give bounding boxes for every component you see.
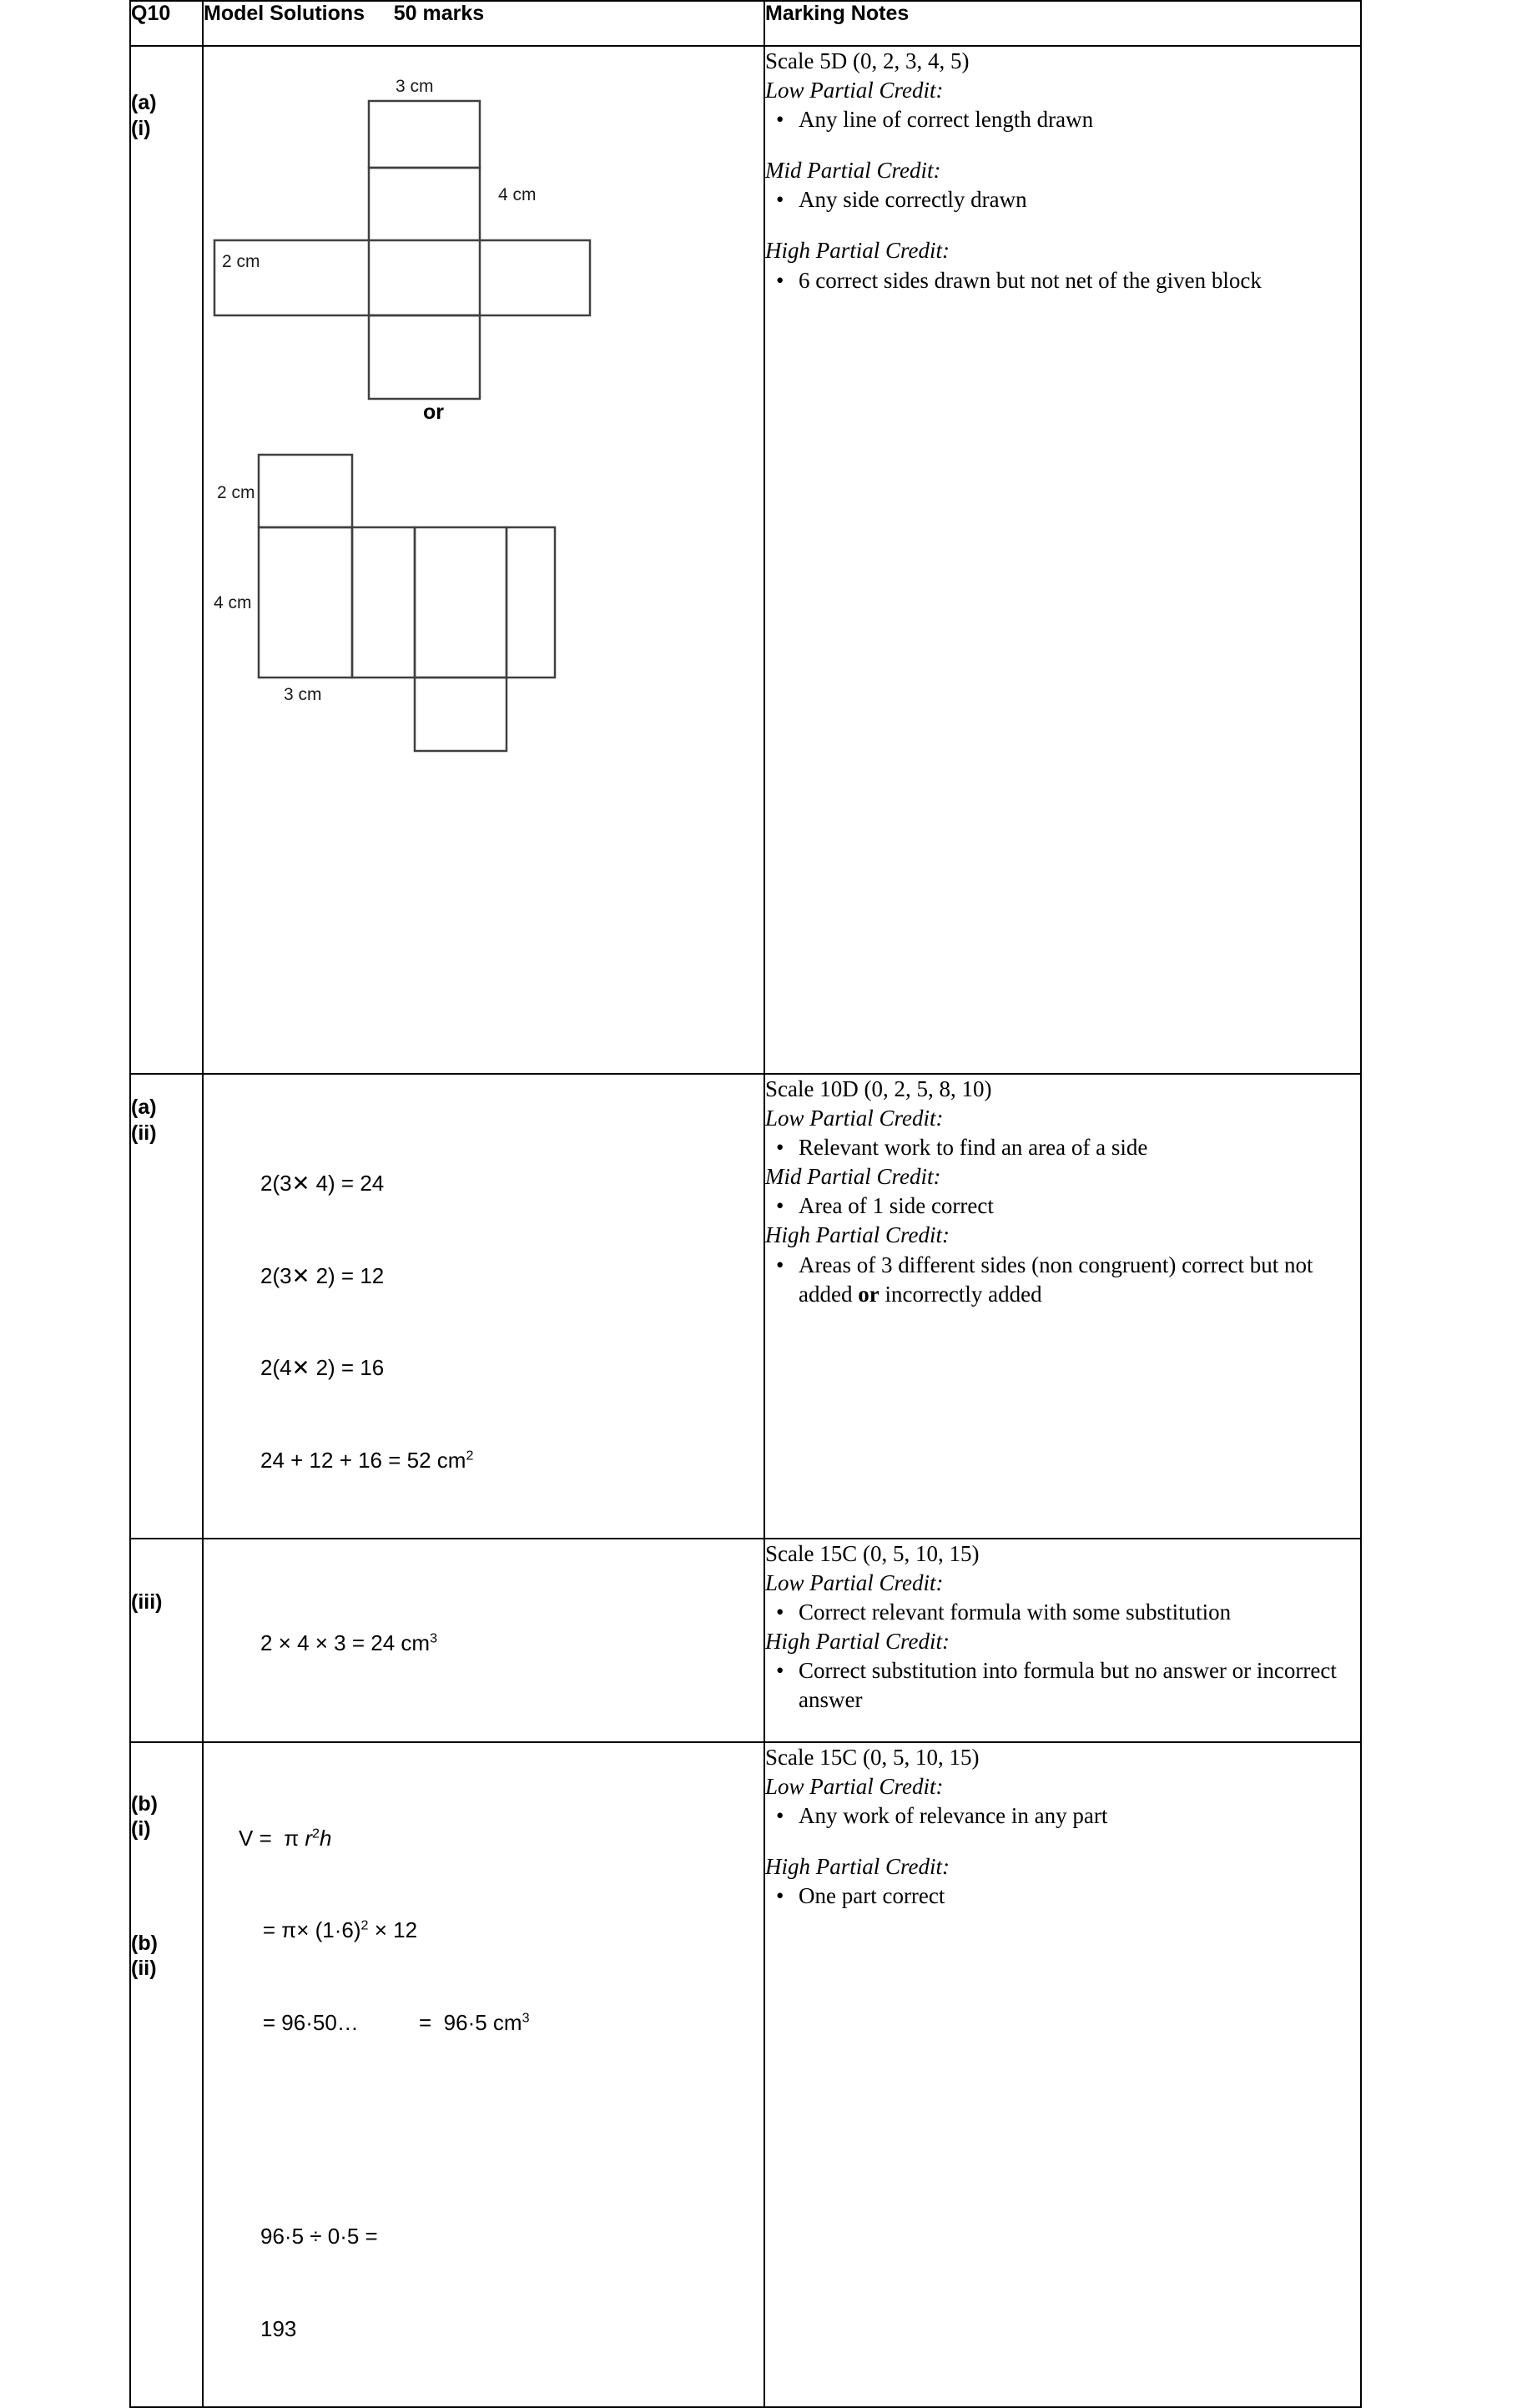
header-model-solutions: Model Solutions 50 marks	[203, 1, 764, 46]
credit-list	[765, 1191, 1360, 1221]
list-item: • Area of 1 side correct	[799, 1191, 1360, 1221]
scale-text: Scale 5D (0, 2, 3, 4, 5)	[765, 48, 970, 73]
table-header-row	[130, 1, 1361, 46]
net2-dim-label-2cm: 2 cm	[217, 483, 255, 502]
credit-list	[765, 1882, 1360, 1911]
solution-cell-a-ii	[203, 1074, 764, 1539]
list-item: • Correct relevant formula with some substitution	[799, 1598, 1360, 1627]
row-label-a-ii	[130, 1074, 203, 1539]
row-label-a-i	[130, 46, 203, 1074]
row-label-b-ii	[131, 1842, 202, 1982]
marking-scheme-table	[129, 0, 1362, 2408]
credit-list	[765, 1133, 1360, 1162]
list-item: • Any line of correct length drawn	[799, 105, 1360, 134]
list-item: • Any side correctly drawn	[799, 185, 1360, 214]
row-label-b	[130, 1742, 203, 2407]
credit-heading: Low Partial Credit:	[765, 1773, 944, 1799]
list-item: • Correct substitution into formula but no answer or incorrect answer	[799, 1656, 1360, 1715]
row-label-line: (i)	[131, 1817, 151, 1841]
marking-notes-a-i	[764, 46, 1361, 1074]
solution-math-block-b-ii	[204, 2100, 764, 2406]
credit-list	[765, 1251, 1360, 1309]
row-label-line: (b)	[131, 1791, 158, 1816]
row-label-line: (b)	[131, 1931, 158, 1955]
scale-text: Scale 15C (0, 5, 10, 15)	[765, 1744, 980, 1770]
credit-list	[765, 1656, 1360, 1715]
net1-dim-label-3cm: 3 cm	[396, 77, 434, 96]
header-marking-notes: Marking Notes	[764, 1, 1361, 46]
credit-heading: Low Partial Credit:	[765, 1106, 944, 1131]
solution-cell-a-i	[203, 46, 764, 1074]
math-line: = $\pi\times (1\cdot 6)^2 \times 12$	[239, 1917, 418, 1943]
net2-dim-label-3cm: 3 cm	[284, 685, 322, 704]
spacer	[765, 134, 1360, 156]
list-item: • Areas of 3 different sides (non congruent) correct but not added or incorrectly added	[799, 1251, 1360, 1309]
credit-list	[765, 266, 1360, 295]
list-item: • Any work of relevance in any part	[799, 1801, 1360, 1831]
credit-heading: High Partial Credit:	[765, 1628, 950, 1654]
table-row	[130, 1074, 1361, 1539]
row-label-b-i	[131, 1743, 202, 1842]
table-row	[130, 1742, 1361, 2407]
credit-heading: Mid Partial Credit:	[765, 158, 941, 184]
net-diagrams	[204, 73, 764, 777]
credit-list	[765, 1801, 1360, 1831]
or-separator: or	[423, 400, 444, 424]
spacer	[765, 214, 1360, 236]
math-line: 96·5 ÷ 0·5 =	[260, 2224, 378, 2249]
net2-dim-label-4cm: 4 cm	[214, 593, 252, 612]
marking-notes-b	[764, 1742, 1361, 2407]
marking-notes-a-ii	[764, 1074, 1361, 1539]
scale-text: Scale 15C (0, 5, 10, 15)	[765, 1540, 980, 1566]
row-label-line: (a)	[131, 1096, 157, 1119]
math-line: 2(3✕ 2) = 12	[260, 1262, 385, 1288]
row-label-line: (iii)	[131, 1589, 163, 1614]
row-label-line: (i)	[131, 116, 151, 140]
credit-list	[765, 185, 1360, 214]
row-label-line: (a)	[131, 91, 157, 114]
credit-list	[765, 105, 1360, 134]
header-question-number: Q10	[130, 1, 203, 46]
marking-notes-iii	[764, 1539, 1361, 1742]
net1-dim-label-2cm: 2 cm	[222, 252, 260, 271]
spacer	[765, 1831, 1360, 1852]
row-label-line: (ii)	[131, 1957, 157, 1981]
credit-heading: Low Partial Credit:	[765, 78, 944, 103]
list-item: • Relevant work to find an area of a side	[799, 1133, 1360, 1162]
cross-net-diagram	[210, 73, 761, 407]
solution-cell-b	[203, 1742, 764, 2407]
strip-net-diagram	[210, 443, 761, 777]
scale-text: Scale 10D (0, 2, 5, 8, 10)	[765, 1076, 992, 1101]
credit-heading: High Partial Credit:	[765, 238, 950, 264]
credit-list	[765, 1598, 1360, 1627]
table-row	[130, 46, 1361, 1074]
math-line: V = π $r^2h$	[239, 1825, 332, 1851]
solution-math-block	[204, 1075, 764, 1538]
credit-heading: High Partial Credit:	[765, 1222, 950, 1248]
math-line: 2 × 4 × 3 = 24 $cm^3$	[260, 1630, 438, 1655]
math-line: 2(3✕ 4) = 24	[260, 1170, 385, 1196]
list-item: • One part correct	[799, 1882, 1360, 1911]
solution-math-block-b-i	[204, 1743, 764, 2100]
solution-math-block	[204, 1539, 764, 1720]
row-label-line: (ii)	[131, 1121, 157, 1145]
math-line: 2(4✕ 2) = 16	[260, 1355, 385, 1381]
row-label-iii	[130, 1539, 203, 1742]
credit-heading: High Partial Credit:	[765, 1853, 950, 1879]
list-item: • 6 correct sides drawn but not net of the given block	[799, 266, 1360, 295]
math-line: 193	[260, 2316, 297, 2342]
table-row	[130, 1539, 1361, 1742]
math-line: = 96·50… = 96·5 $cm^3$	[239, 2009, 530, 2035]
math-line: 24 + 12 + 16 = 52 $cm^2$	[260, 1447, 474, 1473]
credit-heading: Low Partial Credit:	[765, 1569, 944, 1595]
solution-cell-iii	[203, 1539, 764, 1742]
credit-heading: Mid Partial Credit:	[765, 1164, 941, 1190]
net1-dim-label-4cm: 4 cm	[498, 185, 537, 204]
